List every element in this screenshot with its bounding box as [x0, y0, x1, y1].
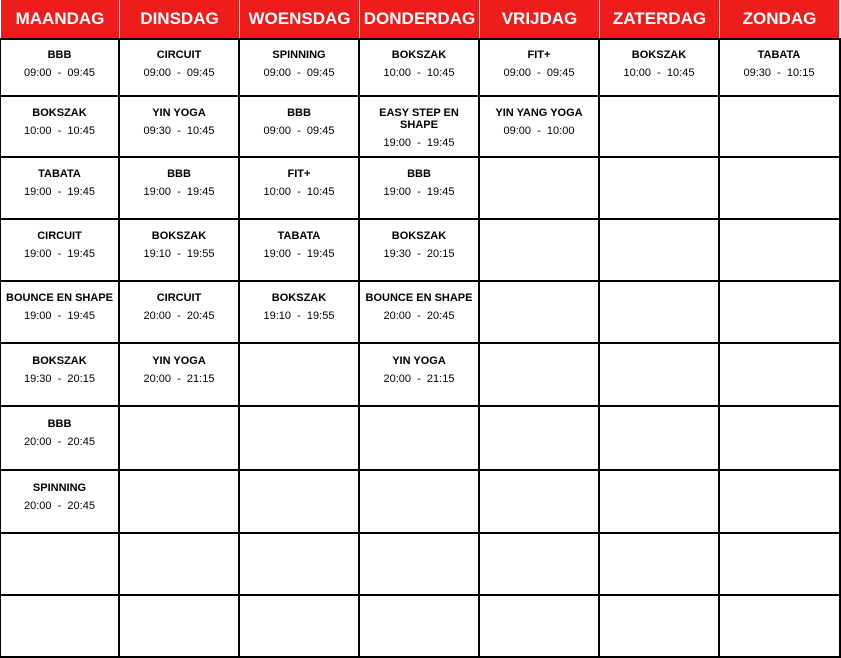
class-time: 09:00 - 09:45 — [24, 67, 95, 79]
class-time: 09:00 - 09:45 — [263, 67, 335, 79]
class-cell — [359, 49, 479, 79]
class-cell — [119, 49, 239, 79]
class-time: 19:00 - 19:45 — [383, 186, 455, 198]
grid-column-line — [118, 38, 120, 658]
class-cell — [0, 418, 119, 448]
grid-row-line — [0, 38, 841, 40]
class-name: YIN YOGA — [152, 355, 206, 367]
class-time: 19:00 - 19:45 — [263, 248, 335, 260]
class-name: BOKSZAK — [631, 49, 687, 61]
class-time: 10:00 - 10:45 — [383, 67, 455, 79]
class-time: 09:00 - 09:45 — [263, 125, 335, 137]
class-time: 10:00 - 10:45 — [263, 186, 335, 198]
class-name: BOKSZAK — [151, 230, 207, 242]
class-name: BBB — [407, 168, 431, 180]
class-name: BBB — [47, 49, 72, 61]
class-cell — [119, 230, 239, 260]
class-cell — [239, 49, 359, 79]
class-cell — [239, 107, 359, 137]
class-time: 10:00 - 10:45 — [24, 125, 95, 137]
grid-row-line — [0, 280, 841, 282]
class-time: 20:00 - 20:45 — [143, 310, 215, 322]
class-name: FIT+ — [287, 168, 311, 180]
class-cell — [359, 230, 479, 260]
class-time: 09:30 - 10:15 — [743, 67, 815, 79]
grid-row-line — [0, 405, 841, 407]
class-time: 19:00 - 19:45 — [24, 310, 95, 322]
day-header-dinsdag: DINSDAG — [120, 0, 239, 38]
class-name: BOKSZAK — [32, 355, 87, 367]
class-cell — [119, 168, 239, 198]
class-name: BOKSZAK — [271, 292, 327, 304]
class-name: BBB — [287, 107, 311, 119]
class-cell — [599, 49, 719, 79]
class-time: 19:10 - 19:55 — [143, 248, 215, 260]
class-cell — [239, 168, 359, 198]
class-name: BOKSZAK — [32, 107, 87, 119]
class-cell — [0, 292, 119, 322]
class-time: 10:00 - 10:45 — [623, 67, 695, 79]
grid-column-line — [478, 38, 480, 658]
class-name: CIRCUIT — [156, 292, 202, 304]
class-name: BOKSZAK — [391, 49, 447, 61]
class-cell — [0, 107, 119, 137]
grid-column-line — [0, 38, 1, 658]
class-name: YIN YOGA — [152, 107, 206, 119]
class-name: SPINNING — [272, 49, 326, 61]
class-cell — [0, 168, 119, 198]
class-time: 20:00 - 20:45 — [383, 310, 455, 322]
grid-row-line — [0, 594, 841, 596]
class-name: EASY STEP EN SHAPE — [379, 107, 459, 131]
day-header-maandag: MAANDAG — [1, 0, 119, 38]
class-cell — [359, 292, 479, 322]
class-cell — [479, 49, 599, 79]
class-name: CIRCUIT — [37, 230, 82, 242]
class-name: YIN YANG YOGA — [495, 107, 583, 119]
class-time: 19:10 - 19:55 — [263, 310, 335, 322]
class-cell — [359, 168, 479, 198]
class-name: BBB — [167, 168, 191, 180]
class-name: TABATA — [757, 49, 801, 61]
class-name: FIT+ — [527, 49, 551, 61]
class-time: 19:00 - 19:45 — [24, 186, 95, 198]
class-time: 09:00 - 09:45 — [143, 67, 215, 79]
class-time: 19:00 - 19:45 — [24, 248, 95, 260]
class-time: 09:00 - 10:00 — [503, 125, 575, 137]
grid-row-line — [0, 342, 841, 344]
class-time: 20:00 - 21:15 — [143, 373, 215, 385]
class-time: 19:30 - 20:15 — [383, 248, 455, 260]
class-cell — [0, 482, 119, 512]
grid-column-line — [718, 38, 720, 658]
class-cell — [479, 107, 599, 137]
class-name: BOUNCE EN SHAPE — [365, 292, 473, 304]
class-time: 19:00 - 19:45 — [383, 137, 455, 149]
class-name: BBB — [47, 418, 72, 430]
class-cell — [119, 107, 239, 137]
grid-row-line — [0, 156, 841, 158]
class-name: CIRCUIT — [156, 49, 202, 61]
class-time: 19:00 - 19:45 — [143, 186, 215, 198]
class-time: 20:00 - 20:45 — [24, 500, 95, 512]
grid-row-line — [0, 532, 841, 534]
day-header-zondag: ZONDAG — [720, 0, 839, 38]
class-cell — [359, 355, 479, 385]
class-name: BOKSZAK — [391, 230, 447, 242]
class-cell — [0, 355, 119, 385]
class-time: 20:00 - 21:15 — [383, 373, 455, 385]
day-header-donderdag: DONDERDAG — [360, 0, 479, 38]
class-time: 09:00 - 09:45 — [503, 67, 575, 79]
class-name: TABATA — [277, 230, 321, 242]
class-name: SPINNING — [32, 482, 87, 494]
class-time: 20:00 - 20:45 — [24, 436, 95, 448]
class-time: 19:30 - 20:15 — [24, 373, 95, 385]
day-header-zaterdag: ZATERDAG — [600, 0, 719, 38]
class-name: TABATA — [38, 168, 81, 180]
grid-row-line — [0, 218, 841, 220]
class-cell — [119, 355, 239, 385]
class-name: BOUNCE EN SHAPE — [6, 292, 113, 304]
day-header-woensdag: WOENSDAG — [240, 0, 359, 38]
class-cell — [0, 49, 119, 79]
grid-column-line — [238, 38, 240, 658]
class-cell — [719, 49, 839, 79]
class-cell — [0, 230, 119, 260]
class-cell — [359, 107, 479, 149]
class-cell — [239, 292, 359, 322]
class-cell — [119, 292, 239, 322]
grid-column-line — [598, 38, 600, 658]
grid-row-line — [0, 95, 841, 97]
day-header-vrijdag: VRIJDAG — [480, 0, 599, 38]
class-name: YIN YOGA — [392, 355, 446, 367]
grid-row-line — [0, 469, 841, 471]
class-cell — [239, 230, 359, 260]
class-time: 09:30 - 10:45 — [143, 125, 215, 137]
grid-column-line — [358, 38, 360, 658]
